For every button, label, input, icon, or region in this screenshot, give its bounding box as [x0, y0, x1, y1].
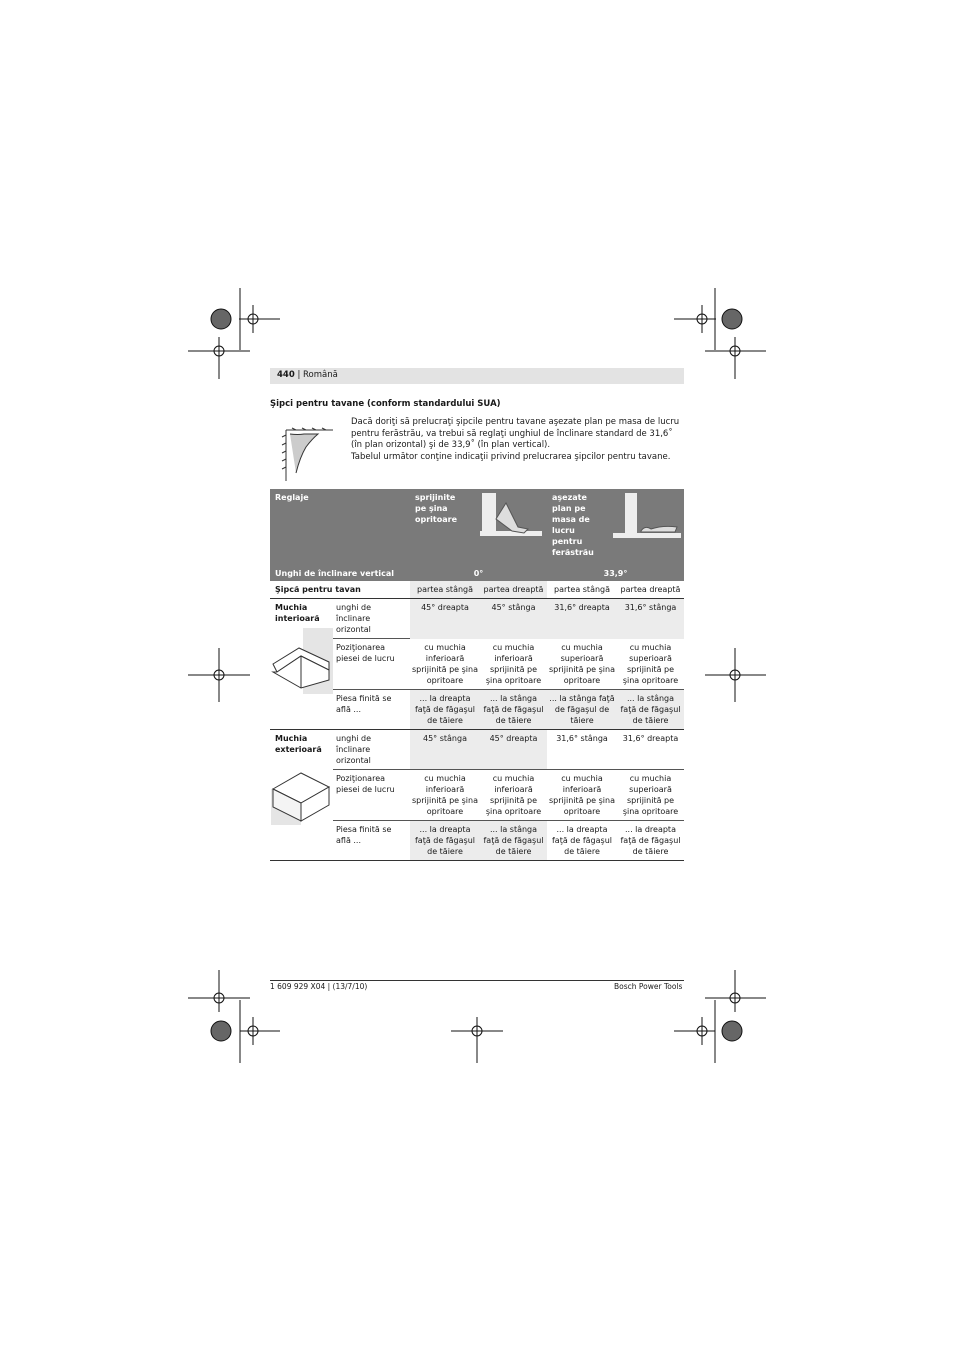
group-name: Muchia interioară: [275, 603, 320, 623]
footer-divider: [270, 980, 684, 981]
table-row: [270, 599, 684, 639]
cell: 31,6° dreapta: [617, 729, 684, 769]
cell: 45° stânga: [410, 729, 480, 769]
table-row: [270, 820, 684, 860]
cell: 45° stânga: [480, 599, 547, 639]
ceiling-molding-table: [270, 489, 684, 861]
ceiling-molding-illustration: [278, 425, 336, 483]
cell: cu muchia inferioară sprijinită pe şina opritoare: [410, 769, 480, 820]
cell: ... la dreapta faţă de făgaşul de tăiere: [410, 820, 480, 860]
cell: ... la dreapta faţă de făgaşul de tăiere: [547, 820, 617, 860]
side-cell: partea dreaptă: [480, 581, 547, 599]
group-outer-cell: [270, 729, 333, 860]
cell: ... la stânga faţă de făgaşul de tăiere: [480, 820, 547, 860]
cell: ... la dreapta faţă de făgaşul de tăiere: [617, 820, 684, 860]
header-col-b-label: aşezate plan pe masa de lucru pentru ferăstrău: [552, 493, 594, 557]
cell: ... la stânga faţă de făgaşul de tăiere: [480, 689, 547, 729]
table-header-row: [270, 489, 684, 567]
row-label: Poziţionarea piesei de lucru: [333, 769, 410, 820]
header-col-b: [547, 489, 684, 567]
cell: 31,6° stânga: [547, 729, 617, 769]
cell: 45° dreapta: [410, 599, 480, 639]
cell: ... la dreapta faţă de făgaşul de tăiere: [410, 689, 480, 729]
row-label: Poziţionarea piesei de lucru: [333, 639, 410, 690]
inner-corner-icon: [271, 628, 333, 694]
side-row-label: Şipcă pentru tavan: [270, 581, 410, 599]
fence-position-icon: [478, 491, 544, 543]
cell: cu muchia inferioară sprijinită pe şina opritoare: [480, 639, 547, 690]
cell: ... la stânga faţă de făgaşul de tăiere: [547, 689, 617, 729]
intro-text: [351, 417, 685, 463]
row-label: unghi de înclinare orizontal: [333, 729, 410, 769]
outer-corner-icon: [271, 759, 333, 825]
row-label: Piesa finită se află ...: [333, 820, 410, 860]
cell: cu muchia inferioară sprijinită pe şina opritoare: [547, 769, 617, 820]
cell: 45° dreapta: [480, 729, 547, 769]
language-label: Română: [303, 370, 338, 380]
intro-paragraph-2: Tabelul următor conţine indicaţii privind prelucrarea şipcilor pentru tavane.: [351, 451, 671, 462]
cell: ... la stânga faţă de făgaşul de tăiere: [617, 689, 684, 729]
cell: cu muchia superioară sprijinită pe şina opritoare: [547, 639, 617, 690]
footer-doc-number: 1 609 929 X04 | (13/7/10): [270, 982, 368, 991]
side-row: [270, 581, 684, 599]
cell: 31,6° stânga: [617, 599, 684, 639]
cell: cu muchia superioară sprijinită pe şina opritoare: [617, 769, 684, 820]
vertical-angle-a: 0°: [410, 567, 547, 581]
vertical-angle-b: 33,9°: [547, 567, 684, 581]
side-cell: partea stângă: [547, 581, 617, 599]
row-label: unghi de înclinare orizontal: [333, 599, 410, 639]
header-reglaje: Reglaje: [270, 489, 410, 567]
intro-paragraph: Dacă doriţi să prelucraţi şipcile pentru tavane aşezate plan pe masa de lucru pentru ferăstrău, va trebui să reglaţi unghiul de înclinare standard de 31,6˚ (în plan orizontal) şi de 33,9˚ (în plan vertical).: [351, 417, 680, 450]
cell: cu muchia inferioară sprijinită pe şina opritoare: [480, 769, 547, 820]
row-label: Piesa finită se află ...: [333, 689, 410, 729]
cell: 31,6° dreapta: [547, 599, 617, 639]
group-name: Muchia exterioară: [275, 733, 322, 754]
vertical-angle-row: [270, 567, 684, 581]
table-row: [270, 689, 684, 729]
header-col-a: [410, 489, 547, 567]
table-flat-position-icon: [611, 491, 683, 543]
cell: cu muchia superioară sprijinită pe şina opritoare: [617, 639, 684, 690]
page-header: 440 | Română: [277, 370, 338, 380]
page-number: 440: [277, 370, 295, 380]
side-cell: partea stângă: [410, 581, 480, 599]
header-col-a-label: sprijinite pe şina opritoare: [415, 493, 457, 524]
cell: cu muchia inferioară sprijinită pe şina opritoare: [410, 639, 480, 690]
section-title: Şipci pentru tavane (conform standardului SUA): [270, 399, 501, 409]
side-cell: partea dreaptă: [617, 581, 684, 599]
vertical-angle-label: Unghi de înclinare vertical: [270, 567, 410, 581]
group-inner-cell: [270, 599, 333, 730]
footer-brand: Bosch Power Tools: [614, 982, 683, 991]
table-row: [270, 729, 684, 769]
